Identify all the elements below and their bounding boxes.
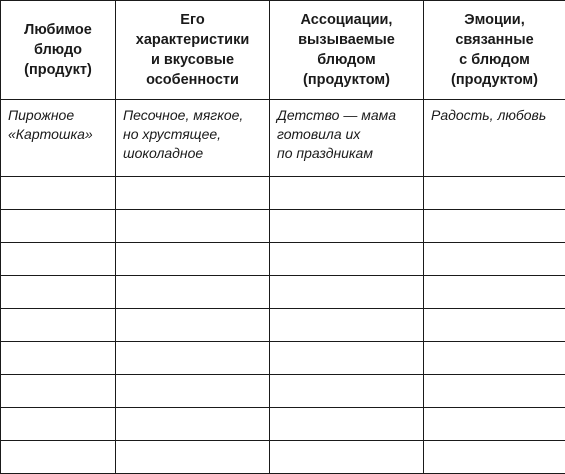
empty-cell <box>270 243 424 276</box>
empty-cell <box>1 408 116 441</box>
empty-cell <box>424 309 565 342</box>
empty-cell <box>1 342 116 375</box>
empty-row <box>1 243 565 276</box>
empty-cell <box>270 309 424 342</box>
empty-cell <box>424 375 565 408</box>
empty-cell <box>1 210 116 243</box>
header-associations: Ассоциации, вызываемые блюдом (продуктом) <box>270 1 424 100</box>
empty-row <box>1 441 565 474</box>
header-favorite-dish: Любимое блюдо (продукт) <box>1 1 116 100</box>
empty-cell <box>116 375 270 408</box>
example-dish-cell: Пирожное «Картошка» <box>1 100 116 177</box>
empty-cell <box>116 309 270 342</box>
empty-cell <box>424 243 565 276</box>
empty-cell <box>270 177 424 210</box>
header-row <box>1 1 565 100</box>
example-associations-cell: Детство — мама готовила их по праздникам <box>270 100 424 177</box>
empty-row <box>1 375 565 408</box>
empty-cell <box>424 177 565 210</box>
empty-cell <box>1 309 116 342</box>
example-characteristics-cell: Песочное, мягкое, но хрустящее, шоколадное <box>116 100 270 177</box>
empty-cell <box>424 276 565 309</box>
empty-cell <box>116 177 270 210</box>
empty-cell <box>116 210 270 243</box>
empty-cell <box>116 408 270 441</box>
empty-cell <box>116 441 270 474</box>
example-emotions-cell: Радость, любовь <box>424 100 565 177</box>
empty-cell <box>270 375 424 408</box>
empty-cell <box>270 408 424 441</box>
header-emotions: Эмоции, связанные с блюдом (продуктом) <box>424 1 565 100</box>
empty-row <box>1 210 565 243</box>
empty-cell <box>270 441 424 474</box>
empty-cell <box>116 342 270 375</box>
empty-cell <box>270 342 424 375</box>
empty-row <box>1 342 565 375</box>
empty-row <box>1 276 565 309</box>
empty-cell <box>424 342 565 375</box>
empty-cell <box>270 210 424 243</box>
example-row <box>1 100 565 177</box>
empty-cell <box>1 243 116 276</box>
empty-cell <box>270 276 424 309</box>
empty-row <box>1 408 565 441</box>
empty-cell <box>1 276 116 309</box>
header-characteristics: Его характеристики и вкусовые особенности <box>116 1 270 100</box>
empty-row <box>1 309 565 342</box>
empty-cell <box>116 276 270 309</box>
empty-cell <box>1 375 116 408</box>
empty-cell <box>424 408 565 441</box>
empty-row <box>1 177 565 210</box>
empty-cell <box>1 441 116 474</box>
empty-cell <box>424 210 565 243</box>
empty-cell <box>1 177 116 210</box>
empty-cell <box>424 441 565 474</box>
empty-cell <box>116 243 270 276</box>
